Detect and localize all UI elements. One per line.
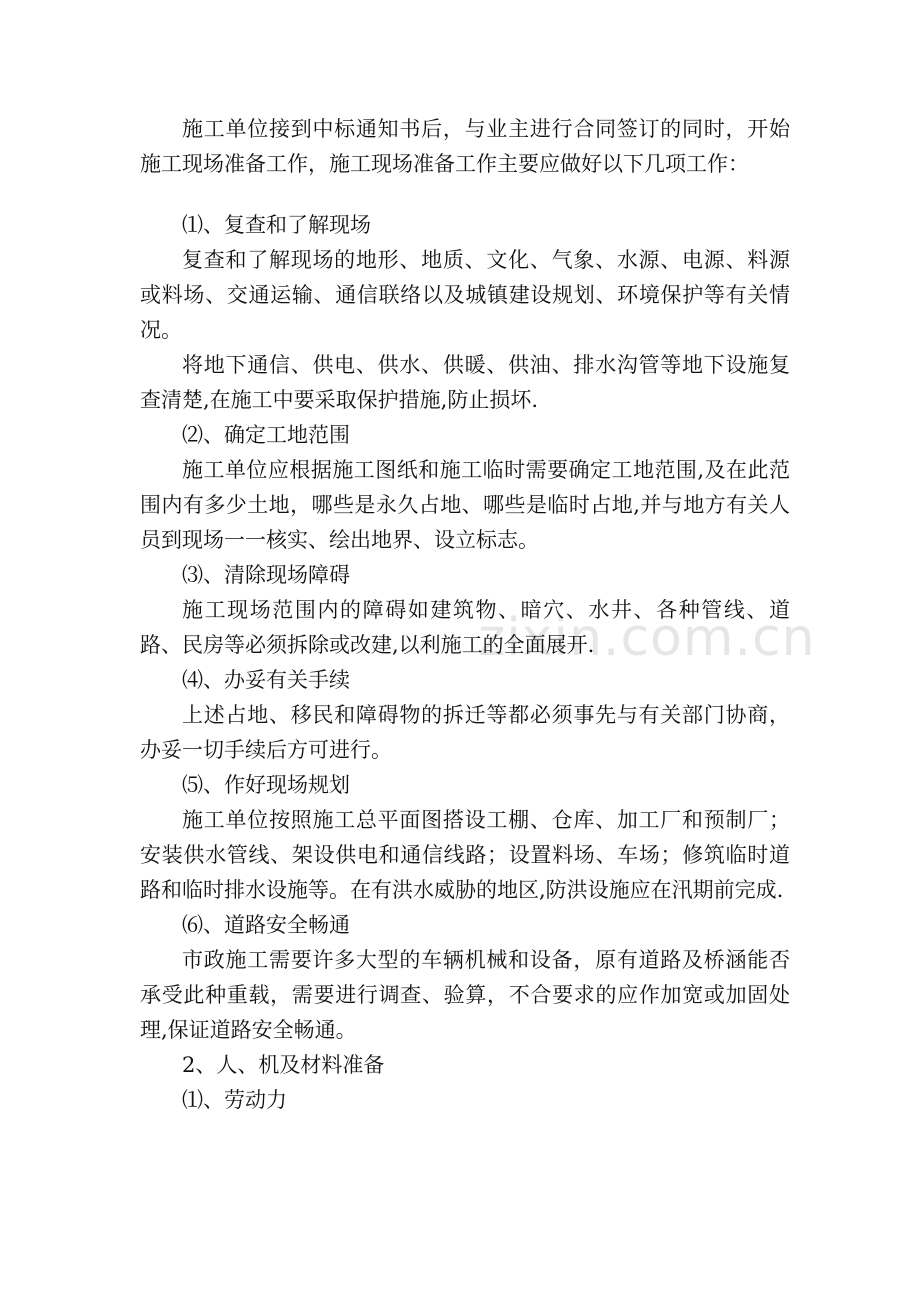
section-heading: ⑶、清除现场障碍: [182, 563, 350, 587]
section-heading: ⑹、道路安全畅通: [182, 913, 350, 937]
body-paragraph: 上述占地、移民和障碍物的拆迁等都必须事先与有关部门协商，办妥一切手续后方可进行。: [140, 703, 790, 762]
section-heading: ⑸、作好现场规划: [182, 773, 350, 797]
body-paragraph: 将地下通信、供电、供水、供暖、供油、排水沟管等地下设施复查清楚,在施工中要采取保护措施,防止损坏.: [140, 353, 790, 412]
section-heading: ⑷、办妥有关手续: [182, 668, 350, 692]
body-paragraph: 市政施工需要许多大型的车辆机械和设备，原有道路及桥涵能否承受此种重载，需要进行调查、验算，不合要求的应作加宽或加固处理,保证道路安全畅通。: [140, 948, 790, 1042]
body-paragraph: 施工单位按照施工总平面图搭设工棚、仓库、加工厂和预制厂；安装供水管线、架设供电和通信线路；设置料场、车场；修筑临时道路和临时排水设施等。在有洪水威胁的地区,防洪设施应在汛期前完成.: [140, 808, 790, 902]
chapter-heading: 2、人、机及材料准备: [182, 1053, 385, 1077]
watermark: zixin.com.cn: [478, 608, 816, 668]
intro-paragraph: 施工单位接到中标通知书后，与业主进行合同签订的同时，开始施工现场准备工作，施工现场准备工作主要应做好以下几项工作：: [140, 117, 790, 176]
section-heading: ⑵、确定工地范围: [182, 423, 350, 447]
section-heading: ⑴、复查和了解现场: [182, 213, 371, 237]
body-paragraph: 复查和了解现场的地形、地质、文化、气象、水源、电源、料源或料场、交通运输、通信联络以及城镇建设规划、环境保护等有关情况。: [140, 248, 790, 342]
document-body: [140, 112, 790, 1118]
section-heading: ⑴、劳动力: [182, 1088, 287, 1112]
body-paragraph: 施工单位应根据施工图纸和施工临时需要确定工地范围,及在此范围内有多少土地，哪些是永久占地、哪些是临时占地,并与地方有关人员到现场一一核实、绘出地界、设立标志。: [140, 458, 790, 552]
body-paragraph: 施工现场范围内的障碍如建筑物、暗穴、水井、各种管线、道路、民房等必须拆除或改建,以利施工的全面展开.: [140, 598, 790, 657]
